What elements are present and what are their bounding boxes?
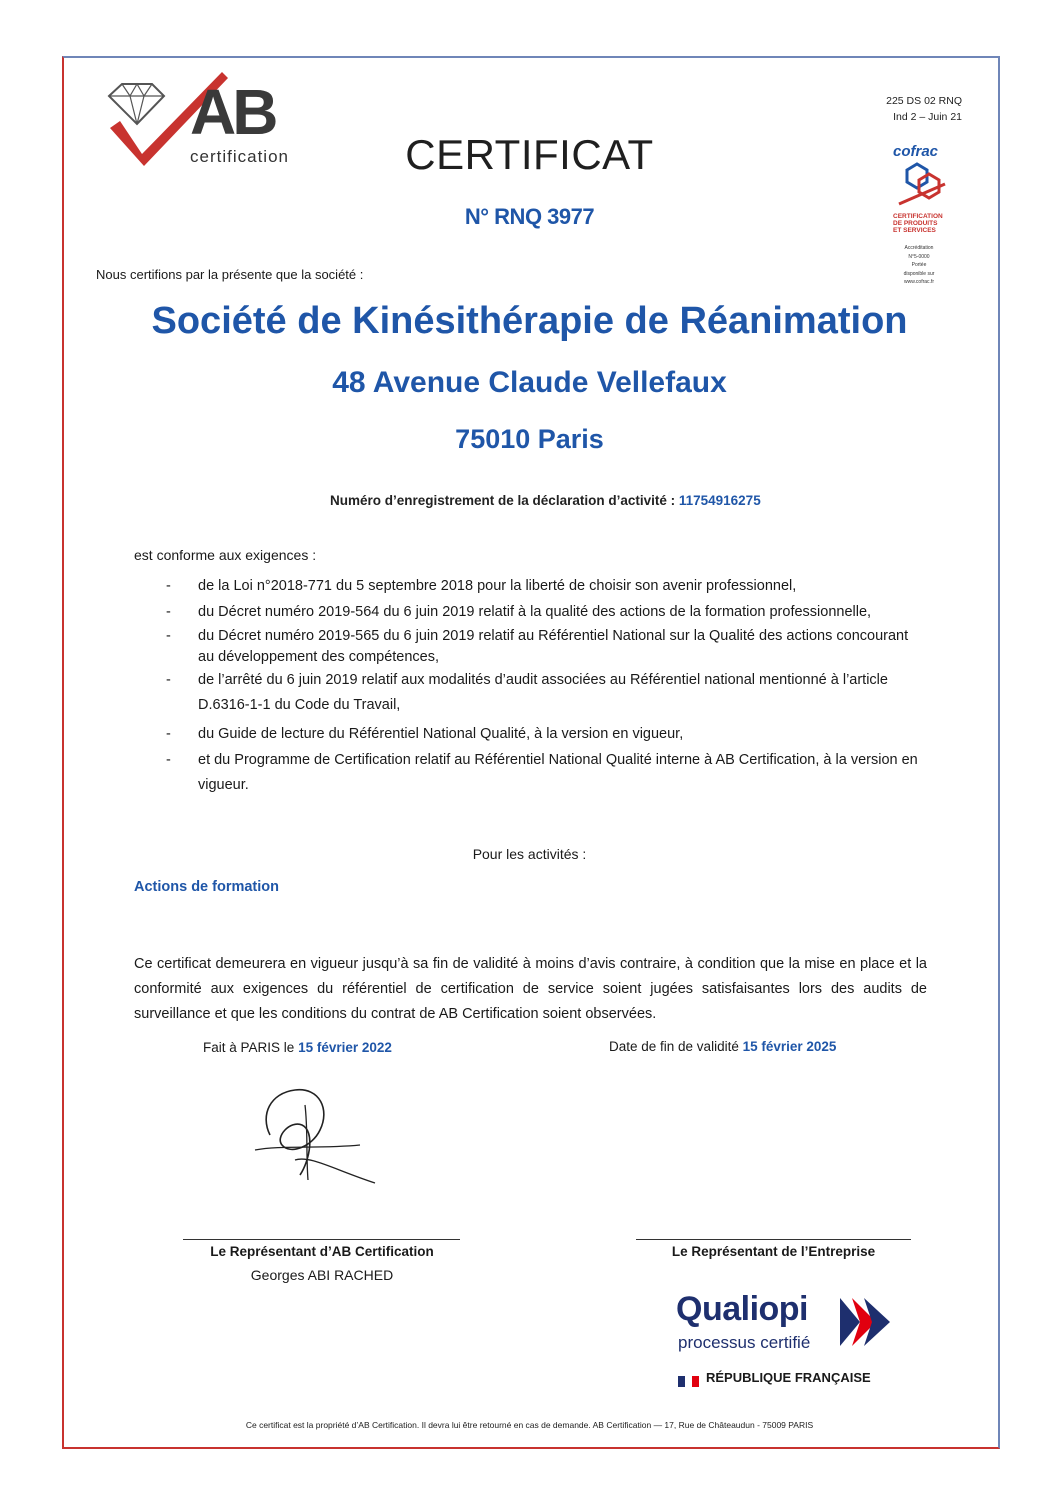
certificate-title: CERTIFICAT xyxy=(405,131,654,178)
republique-flag-icon xyxy=(678,1374,700,1385)
list-item: - du Décret numéro 2019-564 du 6 juin 2019 relatif à la qualité des actions de la formation professionnelle, xyxy=(162,600,922,625)
qualiopi-logo xyxy=(676,1290,906,1390)
expiry-date: 15 février 2025 xyxy=(742,1039,837,1054)
certificate-number: N° RNQ 3977 xyxy=(464,204,595,229)
company-street: 48 Avenue Claude Vellefaux xyxy=(332,366,727,399)
doc-ref-code: 225 DS 02 RNQ xyxy=(886,95,962,107)
registration-number: 11754916275 xyxy=(678,493,761,508)
requirements-intro: est conforme aux exigences : xyxy=(134,547,317,563)
issued-label: Fait à PARIS le xyxy=(203,1040,295,1055)
issued-line xyxy=(203,1040,392,1055)
cofrac-caption-line: ET SERVICES xyxy=(893,227,936,234)
list-item: - de la Loi n°2018-771 du 5 septembre 2018 pour la liberté de choisir son avenir professionnel, xyxy=(162,574,922,599)
qualiopi-brand: Qualiopi xyxy=(676,1290,808,1328)
cofrac-accreditation xyxy=(893,244,945,287)
registration-line xyxy=(330,493,761,508)
list-item: - du Décret numéro 2019-565 du 6 juin 2019 relatif au Référentiel National sur la Qualité des actions concourant au développement des compétences, xyxy=(162,626,922,668)
qualiopi-subtitle: processus certifié xyxy=(678,1333,811,1352)
ab-representative-name: Georges ABI RACHED xyxy=(250,1267,394,1283)
activities-label: Pour les activités : xyxy=(472,846,587,862)
issued-date: 15 février 2022 xyxy=(298,1040,392,1055)
cofrac-caption-line: CERTIFICATION xyxy=(893,213,943,220)
cofrac-small-line: Accréditation xyxy=(904,245,934,251)
footer-text: Ce certificat est la propriété d’AB Certification. Il devra lui être retourné en cas de demande. AB Certification — 17, Rue de Châteaudun - 75009 PARIS xyxy=(245,1420,814,1430)
validity-paragraph: Ce certificat demeurera en vigueur jusqu’à sa fin de validité à moins d’avis contraire, à condition que la mise en place et la conformité aux exigences du référentiel de certification de service soient jugées satisfaisantes lors des audits de surveillance et que les conditions du contrat de AB Certification soient observées. xyxy=(134,956,927,1022)
ab-logo-letters: AB xyxy=(190,76,275,148)
activities-value: Actions de formation xyxy=(134,879,280,895)
doc-ref-index: Ind 2 – Juin 21 xyxy=(893,111,962,123)
expiry-line xyxy=(609,1039,836,1054)
company-representative-title: Le Représentant de l’Entreprise xyxy=(671,1244,876,1259)
handwritten-signature xyxy=(240,1075,390,1190)
ab-logo-subtitle: certification xyxy=(190,147,289,166)
list-item: - de l’arrêté du 6 juin 2019 relatif aux modalités d’audit associées au Référentiel national mentionné à l’article D.6316-1-1 du Code du Travail, xyxy=(162,668,922,718)
list-item: - du Guide de lecture du Référentiel National Qualité, à la version en vigueur, xyxy=(162,722,922,747)
cofrac-brand: cofrac xyxy=(893,143,939,160)
registration-label: Numéro d’enregistrement de la déclaration d’activité : xyxy=(330,493,676,508)
document-reference xyxy=(886,93,962,125)
cofrac-small-line: Portée xyxy=(911,262,927,268)
company-city: 75010 Paris xyxy=(455,424,604,454)
intro-text: Nous certifions par la présente que la société : xyxy=(96,267,364,282)
expiry-label: Date de fin de validité xyxy=(609,1039,739,1054)
requirements-list xyxy=(162,574,922,798)
cofrac-small-line: N°5-0000 xyxy=(908,253,930,260)
company-name: Société de Kinésithérapie de Réanimation xyxy=(151,300,908,342)
cofrac-small-line: www.cofrac.fr xyxy=(903,279,934,285)
cofrac-caption-line: DE PRODUITS xyxy=(893,220,938,227)
company-signature-line xyxy=(636,1239,911,1240)
ab-signature-line xyxy=(183,1239,460,1240)
ab-representative-title: Le Représentant d’AB Certification xyxy=(210,1244,434,1259)
qualiopi-arrows-icon xyxy=(838,1296,892,1348)
cofrac-small-line: disponible sur xyxy=(903,270,935,277)
republique-francaise: RÉPUBLIQUE FRANÇAISE xyxy=(706,1370,871,1385)
list-item: - et du Programme de Certification relatif au Référentiel National Qualité interne à AB Certification, à la version en vigueur. xyxy=(162,748,922,798)
